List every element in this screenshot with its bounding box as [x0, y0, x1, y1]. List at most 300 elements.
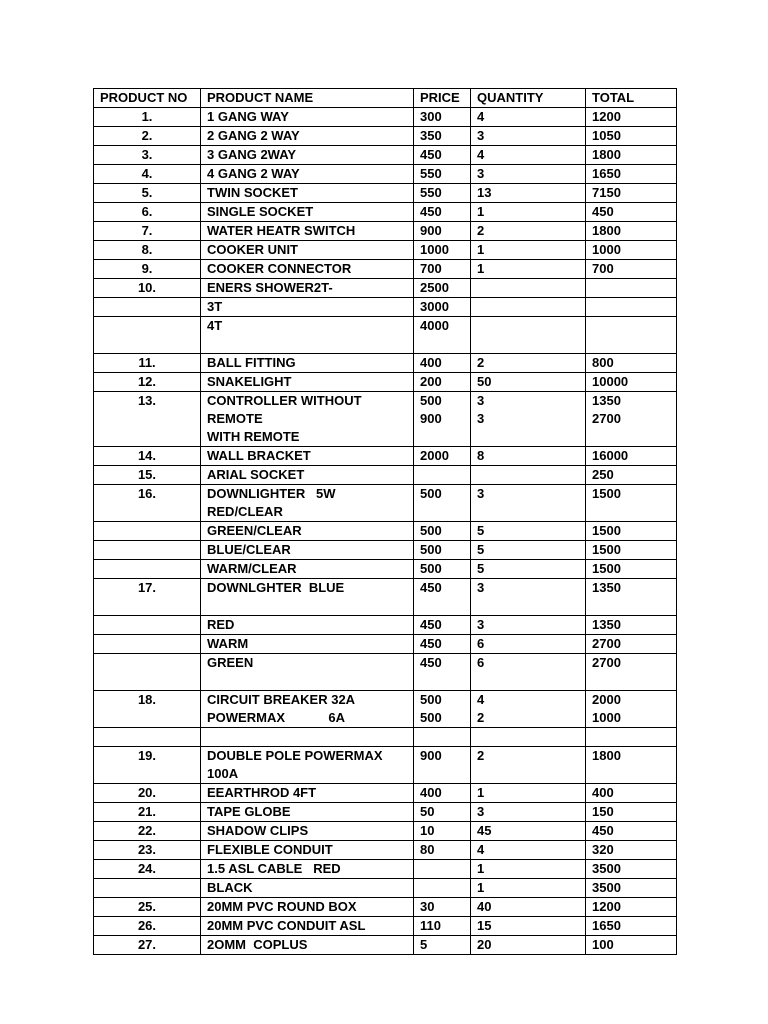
cell-price-line — [420, 335, 464, 353]
cell-product-no — [94, 859, 201, 878]
cell-total — [586, 278, 677, 297]
cell-product-name — [201, 746, 414, 783]
cell-product-no-text: 19. — [137, 747, 157, 763]
cell-product-no — [94, 202, 201, 221]
cell-total — [586, 107, 677, 126]
cell-product-name-line: 20MM PVC ROUND BOX — [207, 898, 357, 914]
table-row — [94, 372, 677, 391]
cell-quantity — [471, 391, 586, 446]
table-row — [94, 164, 677, 183]
cell-quantity — [471, 297, 586, 316]
cell-product-name — [201, 578, 414, 615]
table-row — [94, 559, 677, 578]
cell-price — [414, 859, 471, 878]
cell-price — [414, 316, 471, 353]
cell-product-name — [201, 916, 414, 935]
table-row — [94, 878, 677, 897]
cell-price — [414, 783, 471, 802]
cell-total-line: 10000 — [592, 373, 629, 389]
cell-quantity — [471, 540, 586, 559]
cell-price-line: 450 — [420, 654, 442, 670]
cell-quantity-line: 5 — [477, 541, 485, 557]
cell-product-no — [94, 446, 201, 465]
table-row — [94, 540, 677, 559]
cell-product-name-line: 3 GANG 2WAY — [207, 146, 297, 162]
cell-quantity-line: 4 — [477, 108, 485, 124]
cell-quantity-line: 3 — [477, 579, 485, 595]
cell-price-line: 400 — [420, 784, 442, 800]
cell-product-no-text: 10. — [137, 279, 157, 295]
cell-quantity-line: 1 — [477, 203, 485, 219]
cell-quantity-line: 1 — [477, 860, 485, 876]
cell-product-name-line: SINGLE SOCKET — [207, 203, 314, 219]
cell-product-name-line: 4 GANG 2 WAY — [207, 165, 300, 181]
cell-total — [586, 935, 677, 954]
cell-product-no — [94, 259, 201, 278]
cell-total-line: 1350 — [592, 616, 621, 632]
cell-product-no-text: 12. — [137, 373, 157, 389]
cell-quantity — [471, 615, 586, 634]
cell-product-no-text — [100, 560, 194, 578]
cell-quantity — [471, 802, 586, 821]
cell-product-no-text: 5. — [141, 184, 153, 200]
header-price: PRICE — [414, 89, 471, 108]
cell-product-no — [94, 316, 201, 353]
cell-quantity — [471, 859, 586, 878]
cell-quantity-line: 4 — [477, 691, 485, 707]
cell-product-no — [94, 727, 201, 746]
cell-product-name — [201, 727, 414, 746]
cell-total — [586, 446, 677, 465]
cell-quantity-line: 1 — [477, 879, 485, 895]
cell-total — [586, 126, 677, 145]
table-row — [94, 840, 677, 859]
cell-product-name — [201, 634, 414, 653]
cell-product-no — [94, 353, 201, 372]
cell-quantity-line: 45 — [477, 822, 492, 838]
cell-product-no-text: 17. — [137, 579, 157, 595]
cell-price-line: 450 — [420, 616, 442, 632]
cell-product-name — [201, 897, 414, 916]
cell-quantity — [471, 821, 586, 840]
cell-product-no-text: 11. — [138, 354, 156, 370]
cell-product-no-text: 24. — [137, 860, 157, 876]
table-row — [94, 484, 677, 521]
cell-total-line: 2000 — [592, 691, 621, 707]
table-row — [94, 746, 677, 783]
cell-total — [586, 391, 677, 446]
cell-product-name — [201, 446, 414, 465]
cell-product-name — [201, 840, 414, 859]
cell-product-no — [94, 221, 201, 240]
cell-quantity-line: 3 — [477, 616, 485, 632]
cell-total — [586, 297, 677, 316]
cell-total-line: 450 — [592, 822, 614, 838]
cell-total-line: 3500 — [592, 879, 621, 895]
table-row — [94, 353, 677, 372]
cell-price-line: 450 — [420, 635, 442, 651]
cell-product-name — [201, 653, 414, 690]
cell-quantity — [471, 183, 586, 202]
cell-product-name — [201, 821, 414, 840]
cell-product-no-text: 23. — [137, 841, 157, 857]
cell-product-no-text: 13. — [137, 392, 157, 408]
table-row — [94, 183, 677, 202]
cell-price-line: 450 — [420, 579, 442, 595]
cell-product-name-line: 2 GANG 2 WAY — [207, 127, 300, 143]
cell-product-name — [201, 183, 414, 202]
cell-product-no-text: 9. — [141, 260, 153, 276]
cell-total-line: 1650 — [592, 165, 621, 181]
cell-product-name — [201, 240, 414, 259]
cell-total-line: 2700 — [592, 410, 621, 426]
cell-product-no-text: 20. — [137, 784, 157, 800]
cell-quantity-line: 3 — [477, 165, 485, 181]
cell-quantity-line: 15 — [477, 917, 492, 933]
cell-price-line: 300 — [420, 108, 442, 124]
cell-product-no-text: 7. — [141, 222, 153, 238]
cell-total-line: 7150 — [592, 184, 621, 200]
cell-product-name — [201, 164, 414, 183]
cell-product-name — [201, 145, 414, 164]
cell-product-name — [201, 690, 414, 727]
cell-total — [586, 916, 677, 935]
cell-product-name — [201, 391, 414, 446]
cell-price — [414, 183, 471, 202]
cell-quantity — [471, 353, 586, 372]
cell-quantity-line: 50 — [477, 373, 492, 389]
cell-quantity-line: 40 — [477, 898, 492, 914]
cell-price-line: 2500 — [420, 279, 449, 295]
cell-price — [414, 578, 471, 615]
table-row — [94, 802, 677, 821]
cell-price-line: 10 — [420, 822, 435, 838]
cell-product-name-line: WALL BRACKET — [207, 447, 311, 463]
cell-product-no-text — [100, 635, 194, 653]
cell-product-name-line: REMOTE — [207, 410, 263, 426]
cell-price-line: 900 — [420, 410, 442, 426]
cell-price-line: 500 — [420, 560, 442, 576]
cell-product-name — [201, 859, 414, 878]
cell-total — [586, 145, 677, 164]
cell-product-no — [94, 183, 201, 202]
cell-product-name — [201, 353, 414, 372]
cell-quantity — [471, 446, 586, 465]
cell-quantity — [471, 578, 586, 615]
cell-product-no — [94, 107, 201, 126]
cell-total-line — [592, 279, 670, 297]
cell-product-name-line: SNAKELIGHT — [207, 373, 292, 389]
cell-product-no — [94, 126, 201, 145]
cell-product-name-line: TWIN SOCKET — [207, 184, 298, 200]
cell-price — [414, 484, 471, 521]
cell-product-no — [94, 878, 201, 897]
cell-product-name-line — [207, 335, 407, 353]
cell-price-line: 550 — [420, 184, 442, 200]
cell-quantity — [471, 840, 586, 859]
cell-price — [414, 653, 471, 690]
cell-quantity — [471, 783, 586, 802]
cell-quantity — [471, 278, 586, 297]
table-row — [94, 126, 677, 145]
cell-price — [414, 221, 471, 240]
cell-price — [414, 878, 471, 897]
cell-product-name-line: 1 GANG WAY — [207, 108, 289, 124]
table-row — [94, 653, 677, 690]
cell-quantity-line: 2 — [477, 222, 485, 238]
cell-price-line: 700 — [420, 260, 442, 276]
cell-product-name-line: WARM/CLEAR — [207, 560, 297, 576]
cell-product-name-line: TAPE GLOBE — [207, 803, 291, 819]
cell-product-name — [201, 278, 414, 297]
cell-product-name-line: 20MM PVC CONDUIT ASL — [207, 917, 366, 933]
cell-quantity — [471, 164, 586, 183]
cell-product-name — [201, 221, 414, 240]
cell-quantity-line — [477, 279, 579, 297]
cell-total-line: 250 — [592, 466, 614, 482]
table-row — [94, 391, 677, 446]
product-table — [93, 88, 677, 955]
cell-product-name-line: FLEXIBLE CONDUIT — [207, 841, 333, 857]
cell-price-line: 500 — [420, 709, 442, 725]
cell-price-line: 3000 — [420, 298, 449, 314]
cell-product-name-line — [207, 597, 407, 615]
cell-price-line: 500 — [420, 541, 442, 557]
cell-price — [414, 559, 471, 578]
cell-product-no — [94, 540, 201, 559]
cell-price — [414, 126, 471, 145]
cell-quantity — [471, 634, 586, 653]
table-row — [94, 690, 677, 727]
cell-product-no — [94, 821, 201, 840]
cell-quantity — [471, 521, 586, 540]
cell-price — [414, 916, 471, 935]
cell-total — [586, 653, 677, 690]
cell-quantity-line: 3 — [477, 410, 485, 426]
cell-total — [586, 615, 677, 634]
cell-total — [586, 746, 677, 783]
cell-price — [414, 259, 471, 278]
cell-product-no — [94, 653, 201, 690]
cell-product-no — [94, 916, 201, 935]
cell-quantity — [471, 465, 586, 484]
table-row — [94, 316, 677, 353]
cell-price-line: 350 — [420, 127, 442, 143]
cell-product-name — [201, 126, 414, 145]
cell-total — [586, 859, 677, 878]
cell-product-name-line: DOWNLGHTER BLUE — [207, 579, 345, 595]
cell-product-no-text: 4. — [141, 165, 153, 181]
cell-product-name-line: DOWNLIGHTER 5W — [207, 485, 336, 501]
cell-total — [586, 634, 677, 653]
cell-product-no-text — [100, 728, 194, 746]
cell-quantity — [471, 240, 586, 259]
cell-total-line: 700 — [592, 260, 614, 276]
cell-product-name — [201, 202, 414, 221]
cell-total — [586, 353, 677, 372]
cell-product-name — [201, 878, 414, 897]
cell-quantity-line: 3 — [477, 485, 485, 501]
cell-product-no — [94, 783, 201, 802]
cell-quantity-line: 3 — [477, 127, 485, 143]
cell-total — [586, 465, 677, 484]
cell-price — [414, 278, 471, 297]
cell-quantity-line — [477, 298, 579, 316]
cell-quantity-line: 1 — [477, 260, 485, 276]
cell-product-no — [94, 897, 201, 916]
cell-price — [414, 145, 471, 164]
cell-quantity — [471, 559, 586, 578]
cell-quantity-line: 6 — [477, 654, 485, 670]
cell-price — [414, 391, 471, 446]
cell-total-line — [592, 317, 670, 335]
cell-product-no-text — [100, 879, 194, 897]
cell-product-no — [94, 802, 201, 821]
cell-total-line: 1500 — [592, 522, 621, 538]
cell-product-name-line: BLUE/CLEAR — [207, 541, 291, 557]
header-product-no: PRODUCT NO — [94, 89, 201, 108]
table-row — [94, 521, 677, 540]
table-row — [94, 821, 677, 840]
cell-product-name-line: 3T — [207, 298, 223, 314]
cell-product-no — [94, 164, 201, 183]
cell-quantity-line: 13 — [477, 184, 492, 200]
cell-price-line: 400 — [420, 354, 442, 370]
cell-product-name-line: BALL FITTING — [207, 354, 296, 370]
cell-product-no-text: 25. — [137, 898, 157, 914]
cell-product-name — [201, 107, 414, 126]
table-row — [94, 107, 677, 126]
cell-total — [586, 183, 677, 202]
cell-total — [586, 727, 677, 746]
cell-total — [586, 164, 677, 183]
cell-product-no-text — [100, 616, 194, 634]
cell-price-line — [420, 466, 464, 484]
cell-price-line: 550 — [420, 165, 442, 181]
cell-total-line: 400 — [592, 784, 614, 800]
cell-quantity-line: 2 — [477, 354, 485, 370]
cell-quantity — [471, 126, 586, 145]
cell-total — [586, 484, 677, 521]
cell-product-name — [201, 521, 414, 540]
cell-price — [414, 634, 471, 653]
cell-product-name-line: DOUBLE POLE POWERMAX — [207, 747, 383, 763]
cell-quantity — [471, 653, 586, 690]
cell-product-no-text: 21. — [137, 803, 157, 819]
cell-total-line: 1000 — [592, 241, 621, 257]
table-row — [94, 727, 677, 746]
cell-product-name — [201, 935, 414, 954]
cell-product-no-text: 26. — [137, 917, 157, 933]
cell-product-name-line: BLACK — [207, 879, 253, 895]
table-row — [94, 897, 677, 916]
cell-total — [586, 802, 677, 821]
table-row — [94, 145, 677, 164]
cell-product-name — [201, 297, 414, 316]
cell-quantity — [471, 259, 586, 278]
cell-price — [414, 540, 471, 559]
cell-quantity-line: 3 — [477, 803, 485, 819]
table-row — [94, 259, 677, 278]
cell-product-name — [201, 559, 414, 578]
cell-total — [586, 821, 677, 840]
cell-product-no-text — [100, 522, 194, 540]
cell-price — [414, 821, 471, 840]
cell-price-line: 110 — [420, 917, 441, 933]
cell-price-line: 30 — [420, 898, 435, 914]
cell-quantity — [471, 878, 586, 897]
cell-product-name-line — [207, 728, 407, 746]
cell-quantity — [471, 897, 586, 916]
cell-product-no — [94, 521, 201, 540]
cell-price — [414, 202, 471, 221]
cell-total — [586, 559, 677, 578]
cell-total-line: 1500 — [592, 560, 621, 576]
cell-product-no-text: 27. — [137, 936, 157, 952]
table-row — [94, 202, 677, 221]
cell-product-name-line: COOKER UNIT — [207, 241, 298, 257]
cell-quantity — [471, 935, 586, 954]
cell-product-no — [94, 746, 201, 783]
cell-total-line: 1350 — [592, 392, 621, 408]
cell-product-no-text: 8. — [141, 241, 153, 257]
cell-product-name-line: CONTROLLER WITHOUT — [207, 392, 362, 408]
table-row — [94, 221, 677, 240]
cell-price — [414, 802, 471, 821]
cell-price-line: 2000 — [420, 447, 449, 463]
table-row — [94, 240, 677, 259]
table-row — [94, 634, 677, 653]
cell-total-line: 3500 — [592, 860, 621, 876]
cell-total — [586, 259, 677, 278]
cell-product-no-text — [100, 541, 194, 559]
cell-product-no — [94, 484, 201, 521]
cell-price-line: 500 — [420, 522, 442, 538]
cell-quantity-line — [477, 466, 579, 484]
cell-price-line: 500 — [420, 691, 442, 707]
table-row — [94, 935, 677, 954]
cell-product-name-line: 100A — [207, 765, 239, 781]
table-row — [94, 465, 677, 484]
header-quantity: QUANTITY — [471, 89, 586, 108]
cell-total-line: 16000 — [592, 447, 629, 463]
cell-product-name-line: GREEN — [207, 654, 254, 670]
cell-price-line: 50 — [420, 803, 435, 819]
cell-product-no-text: 3. — [141, 146, 153, 162]
cell-product-no — [94, 690, 201, 727]
cell-price-line: 80 — [420, 841, 435, 857]
cell-price — [414, 935, 471, 954]
cell-total-line: 1500 — [592, 485, 621, 501]
cell-product-name — [201, 372, 414, 391]
cell-quantity — [471, 221, 586, 240]
cell-total-line — [592, 298, 670, 316]
cell-product-no-text: 22. — [137, 822, 157, 838]
cell-quantity — [471, 484, 586, 521]
table-row — [94, 859, 677, 878]
cell-product-no — [94, 391, 201, 446]
cell-price — [414, 372, 471, 391]
cell-quantity-line: 20 — [477, 936, 492, 952]
cell-total-line: 1350 — [592, 579, 621, 595]
cell-quantity-line: 2 — [477, 709, 485, 725]
cell-product-name-line: RED/CLEAR — [207, 503, 283, 519]
cell-quantity-line: 4 — [477, 146, 485, 162]
cell-product-no-text: 14. — [137, 447, 157, 463]
cell-quantity — [471, 202, 586, 221]
cell-product-name-line: COOKER CONNECTOR — [207, 260, 352, 276]
cell-product-no-text: 2. — [141, 127, 153, 143]
